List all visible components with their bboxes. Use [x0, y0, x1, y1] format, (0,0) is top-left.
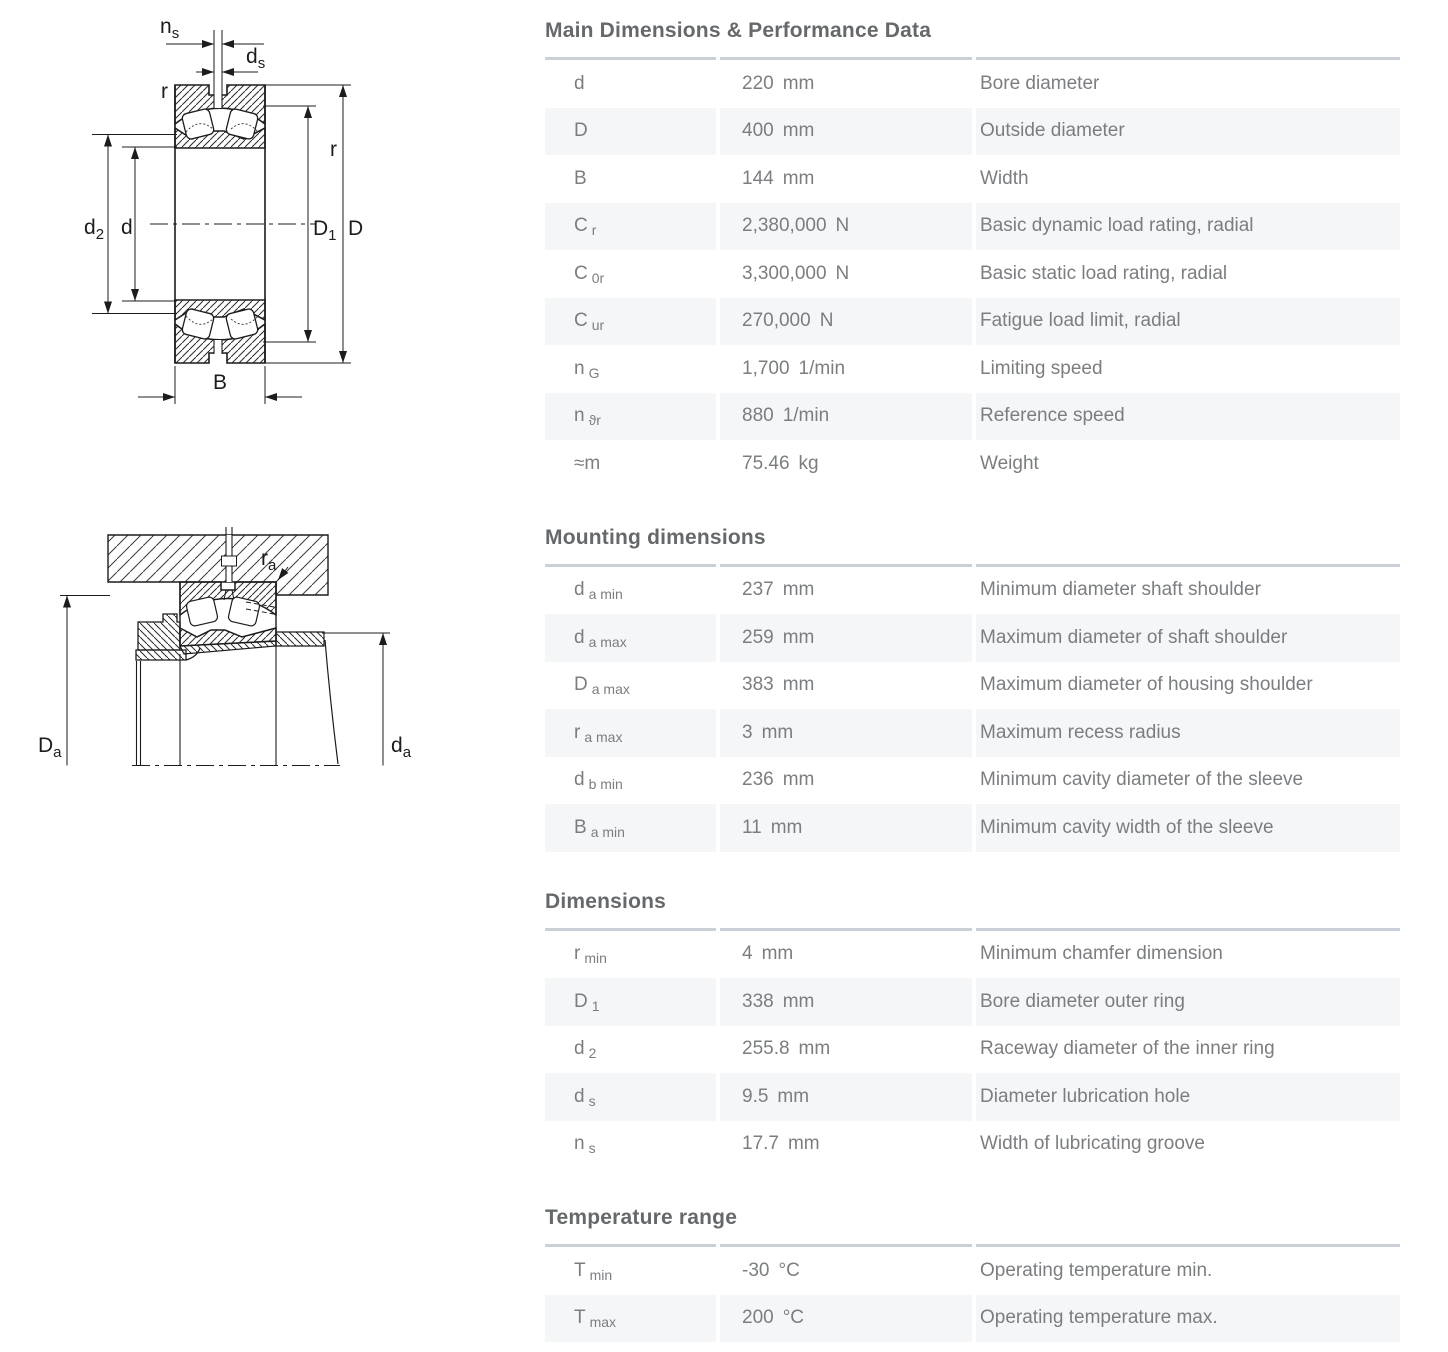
value-unit: 1/min: [798, 357, 846, 379]
dim-label-ra: $r_a$: [261, 547, 277, 574]
row-description: Minimum cavity width of the sleeve: [976, 804, 1400, 852]
symbol-subscript: a max: [591, 681, 630, 698]
spec-row: [545, 60, 1400, 108]
row-value: [720, 250, 972, 298]
lube-fitting: [222, 556, 237, 566]
symbol-base: C: [574, 262, 588, 284]
row-symbol: [545, 440, 716, 488]
symbol-subscript: 0r: [591, 269, 605, 286]
symbol-base: d: [574, 626, 585, 648]
value-number: 200: [742, 1307, 774, 1329]
symbol-base: D: [574, 674, 588, 696]
section-rows: [545, 60, 1400, 488]
spec-row: [545, 250, 1400, 298]
row-symbol: [545, 1247, 716, 1295]
row-symbol: [545, 250, 716, 298]
row-description: Operating temperature min.: [980, 1259, 1213, 1281]
symbol-subscript: a min: [590, 823, 625, 840]
row-symbol: [545, 614, 716, 662]
spec-row: [545, 1121, 1400, 1169]
symbol-base: n: [574, 405, 585, 427]
symbol-subscript: 2: [588, 1045, 597, 1062]
row-value: [720, 709, 972, 757]
value-number: 255.8: [742, 1038, 790, 1060]
value-number: 400: [742, 120, 774, 142]
row-description: Fatigue load limit, radial: [976, 298, 1400, 346]
row-symbol: [545, 931, 716, 979]
symbol-subscript: 1: [591, 997, 600, 1014]
spec-section: [545, 1206, 1400, 1342]
value-unit: mm: [782, 579, 815, 601]
spec-row: [545, 1026, 1400, 1074]
row-symbol: [545, 1121, 716, 1169]
spec-row: [545, 931, 1400, 979]
symbol-subscript: r: [591, 222, 597, 239]
value-number: 3,300,000: [742, 262, 827, 284]
row-value: [720, 1247, 972, 1295]
symbol-subscript: min: [584, 950, 607, 967]
value-number: 338: [742, 990, 774, 1012]
row-value: [720, 567, 972, 615]
dim-label-ns: $n_s$: [160, 15, 180, 42]
value-number: 9.5: [742, 1085, 769, 1107]
row-description: Minimum chamfer dimension: [980, 943, 1223, 965]
value-number: 2,380,000: [742, 215, 827, 237]
row-value: [720, 60, 972, 108]
symbol-base: n: [574, 1133, 585, 1155]
section-rows: [545, 931, 1400, 1169]
value-unit: mm: [782, 674, 815, 696]
row-description: Reference speed: [976, 393, 1400, 441]
spec-row: [545, 709, 1400, 757]
spec-row: [545, 1247, 1400, 1295]
value-number: 236: [742, 769, 774, 791]
dim-label-d: d: [121, 216, 133, 239]
section-rows: [545, 1247, 1400, 1342]
dim-label-da: $d_a$: [391, 734, 412, 761]
lubrication-hole-bottom: [214, 340, 223, 354]
dim-label-D: D: [348, 217, 364, 240]
value-unit: mm: [782, 769, 815, 791]
value-number: 220: [742, 72, 774, 94]
value-unit: mm: [761, 943, 794, 965]
row-value: [720, 978, 972, 1026]
lubrication-hole-top: [214, 94, 223, 108]
lock-nut: [138, 614, 180, 650]
row-symbol: [545, 1026, 716, 1074]
row-symbol: [545, 978, 716, 1026]
spec-row: [545, 1073, 1400, 1121]
symbol-base: r: [574, 943, 581, 965]
section-title: Dimensions: [545, 889, 667, 913]
row-description: Maximum diameter of housing shoulder: [980, 674, 1313, 696]
symbol-base: B: [574, 816, 587, 838]
symbol-base: d: [574, 579, 585, 601]
row-description: Minimum cavity diameter of the sleeve: [980, 769, 1304, 791]
value-unit: mm: [782, 990, 815, 1012]
dim-label-ds: $d_s$: [246, 45, 266, 72]
row-value: [720, 662, 972, 710]
value-unit: °C: [778, 1259, 800, 1281]
spec-row: [545, 108, 1400, 156]
value-number: 880: [742, 405, 774, 427]
dim-label-r-left: r: [161, 80, 168, 103]
symbol-subscript: a min: [588, 586, 623, 603]
spec-row: [545, 978, 1400, 1026]
value-unit: kg: [798, 452, 819, 474]
mounted-rollers: [186, 596, 261, 627]
symbol-base: C: [574, 310, 588, 332]
value-number: 270,000: [742, 310, 811, 332]
value-number: 17.7: [742, 1133, 779, 1155]
row-symbol: [545, 662, 716, 710]
value-unit: N: [835, 215, 850, 237]
lock-nut-flange: [136, 650, 186, 660]
row-description: Basic dynamic load rating, radial: [976, 203, 1400, 251]
row-value: [720, 108, 972, 156]
symbol-base: B: [574, 167, 587, 189]
row-value: [720, 203, 972, 251]
row-description: Operating temperature max.: [976, 1295, 1400, 1343]
spec-section: [545, 526, 1400, 852]
symbol-base: d: [574, 72, 585, 94]
row-description: Width of lubricating groove: [980, 1133, 1205, 1155]
row-description: Maximum diameter of shaft shoulder: [976, 614, 1400, 662]
value-unit: mm: [782, 167, 815, 189]
row-value: [720, 757, 972, 805]
symbol-base: ≈m: [574, 452, 601, 474]
spec-tables: [545, 19, 1400, 1342]
section-title: Main Dimensions & Performance Data: [545, 19, 932, 42]
symbol-subscript: b min: [588, 776, 623, 793]
symbol-subscript: G: [588, 364, 600, 381]
row-description: Bore diameter outer ring: [976, 978, 1400, 1026]
spec-row: [545, 393, 1400, 441]
symbol-base: C: [574, 215, 588, 237]
symbol-base: n: [574, 357, 585, 379]
value-unit: mm: [782, 626, 815, 648]
value-unit: °C: [782, 1307, 805, 1329]
row-symbol: [545, 155, 716, 203]
symbol-subscript: s: [588, 1092, 596, 1109]
spec-row: [545, 298, 1400, 346]
dim-label-D1: $D_1$: [313, 217, 337, 244]
value-unit: mm: [798, 1038, 831, 1060]
value-unit: mm: [787, 1133, 820, 1155]
row-value: [720, 931, 972, 979]
value-unit: mm: [770, 816, 803, 838]
row-symbol: [545, 757, 716, 805]
row-symbol: [545, 567, 716, 615]
value-unit: mm: [782, 72, 815, 94]
row-value: [720, 614, 972, 662]
row-value: [720, 1295, 972, 1343]
row-description: Maximum recess radius: [976, 709, 1400, 757]
row-description: Basic static load rating, radial: [980, 262, 1228, 284]
value-number: 237: [742, 579, 774, 601]
dim-label-B: B: [212, 371, 228, 394]
row-description: Weight: [980, 452, 1039, 474]
spec-row: [545, 155, 1400, 203]
row-description: Width: [980, 167, 1029, 189]
row-value: [720, 393, 972, 441]
shaft-silhouette-lines: [137, 647, 277, 765]
symbol-base: d: [574, 1085, 585, 1107]
section-rows: [545, 567, 1400, 852]
row-value: [720, 298, 972, 346]
spec-row: [545, 1295, 1400, 1343]
section-title: Mounting dimensions: [545, 525, 766, 549]
row-symbol: [545, 804, 716, 852]
symbol-base: d: [574, 769, 585, 791]
row-description: Minimum diameter shaft shoulder: [980, 579, 1261, 601]
spec-section: [545, 19, 1400, 488]
symbol-subscript: ϑr: [588, 412, 601, 429]
value-unit: N: [835, 262, 850, 284]
value-number: 144: [742, 167, 774, 189]
spec-row: [545, 345, 1400, 393]
row-symbol: [545, 1073, 716, 1121]
symbol-base: T: [574, 1259, 586, 1281]
value-number: 3: [742, 721, 753, 743]
row-value: [720, 1121, 972, 1169]
row-value: [720, 345, 972, 393]
row-symbol: [545, 108, 716, 156]
row-description: Bore diameter: [980, 72, 1100, 94]
value-unit: mm: [777, 1085, 810, 1107]
symbol-subscript: s: [588, 1140, 596, 1157]
symbol-base: T: [574, 1307, 586, 1329]
row-description: Limiting speed: [980, 357, 1103, 379]
row-symbol: [545, 345, 716, 393]
spec-row: [545, 567, 1400, 615]
symbol-subscript: a max: [588, 633, 627, 650]
dim-label-d2: $d_2$: [84, 216, 105, 243]
row-description: Raceway diameter of the inner ring: [980, 1038, 1275, 1060]
row-value: [720, 1073, 972, 1121]
row-symbol: [545, 60, 716, 108]
symbol-base: d: [574, 1038, 585, 1060]
row-value: [720, 155, 972, 203]
symbol-base: D: [574, 120, 588, 142]
spec-row: [545, 757, 1400, 805]
value-unit: N: [819, 310, 834, 332]
value-unit: mm: [761, 721, 794, 743]
value-number: 259: [742, 626, 774, 648]
spec-row: [545, 614, 1400, 662]
symbol-base: r: [574, 721, 581, 743]
row-value: [720, 1026, 972, 1074]
dim-label-Da: $D_a$: [38, 734, 62, 761]
row-value: [720, 440, 972, 488]
row-description: Outside diameter: [976, 108, 1400, 156]
row-symbol: [545, 393, 716, 441]
row-symbol: [545, 709, 716, 757]
bearing-cross-section-diagram: [50, 15, 390, 410]
symbol-subscript: max: [589, 1314, 617, 1331]
shaft-shoulder-section: [276, 632, 324, 646]
symbol-subscript: ur: [591, 317, 605, 334]
value-number: 4: [742, 943, 753, 965]
value-unit: 1/min: [782, 405, 830, 427]
spec-row: [545, 440, 1400, 488]
value-number: -30: [742, 1259, 770, 1281]
symbol-subscript: min: [589, 1266, 613, 1283]
symbol-subscript: a max: [584, 728, 623, 745]
spec-section: [545, 890, 1400, 1169]
value-number: 1,700: [742, 357, 790, 379]
value-number: 11: [742, 816, 762, 838]
dim-label-r-right: r: [330, 138, 337, 161]
bearing-mounting-diagram: [28, 518, 480, 778]
row-description: Diameter lubrication hole: [976, 1073, 1400, 1121]
row-symbol: [545, 203, 716, 251]
shaft-shoulder-face-curve: [325, 640, 338, 764]
value-number: 75.46: [742, 452, 790, 474]
spec-row: [545, 804, 1400, 852]
spec-row: [545, 203, 1400, 251]
row-symbol: [545, 298, 716, 346]
symbol-base: D: [574, 990, 588, 1012]
value-number: 383: [742, 674, 774, 696]
row-symbol: [545, 1295, 716, 1343]
section-title: Temperature range: [545, 1206, 738, 1229]
row-value: [720, 804, 972, 852]
spec-row: [545, 662, 1400, 710]
value-unit: mm: [782, 120, 815, 142]
